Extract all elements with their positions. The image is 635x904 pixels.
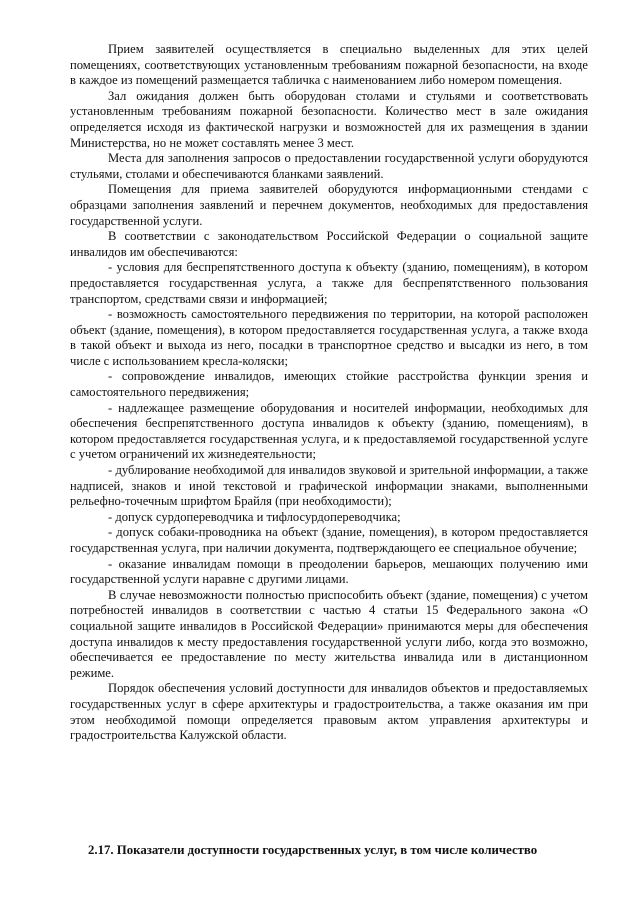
section-heading: 2.17. Показатели доступности государственных услуг, в том числе количество [88,843,538,857]
list-item-escort: - сопровождение инвалидов, имеющих стойкие расстройства функции зрения и самостоятельного передвижения; [70,369,588,400]
list-item-guide-dog: - допуск собаки-проводника на объект (здание, помещения), в котором предоставляется государственная услуга, при наличии документа, подтверждающего ее специальное обучение; [70,525,588,555]
paragraph-accessibility-procedure: Порядок обеспечения условий доступности для инвалидов объектов и предоставляемых государственных услуг в сфере архитектуры и градостроительства, а также оказания им при этом необходимой помощи определяется правовым актом управления архитектуры и градостроительства Калужской области. [70,681,588,743]
paragraph-request-filling-places: Места для заполнения запросов о предоставлении государственной услуги оборудуются стульями, столами и обеспечиваются бланками заявлений. [70,151,588,181]
paragraph-disabled-protection-intro: В соответствии с законодательством Российской Федерации о социальной защите инвалидов им обеспечиваются: [70,229,588,259]
paragraph-adaptation-impossible: В случае невозможности полностью приспособить объект (здание, помещения) с учетом потребностей инвалидов в соответствии с частью 4 статьи 15 Федерального закона «О социальной защите инвалидов в Российской Федерации» принимаются меры для обеспечения доступа инвалидов к месту предоставления государственной услуги либо, когда это возможно, обеспечивается ее предоставление по месту жительства инвалида или в дистанционном режиме. [70,587,588,680]
list-item-braille-duplication: - дублирование необходимой для инвалидов звуковой и зрительной информации, а также надписей, знаков и иной текстовой и графической информации знаками, выполненными рельефно-точечным шрифтом Брайля (при необходимости); [70,463,588,509]
paragraph-information-stands: Помещения для приема заявителей оборудуются информационными стендами с образцами заполнения заявлений и перечнем документов, необходимых для предоставления государственной услуги. [70,182,588,228]
list-item-independent-movement: - возможность самостоятельного передвижения по территории, на которой расположен объект (здание, помещения), в котором предоставляется государственная услуга, а также входа в такой объект и выхода из него, посадки в транспортное средство и высадки из него, в том числе с использованием кресла-коляски; [70,307,588,368]
document-body [70,42,588,744]
paragraph-reception-premises: Прием заявителей осуществляется в специально выделенных для этих целей помещениях, соответствующих установленным требованиям пожарной безопасности, на входе в каждое из помещений размещается табличка с наименованием либо номером помещения. [70,42,588,88]
list-item-sign-interpreter: - допуск сурдопереводчика и тифлосурдопереводчика; [108,509,401,524]
list-item-equipment-placement: - надлежащее размещение оборудования и носителей информации, необходимых для обеспечения беспрепятственного доступа инвалидов к объекту (зданию, помещениям), в котором предоставляется государственная услуга, и к предоставляемой государственной услуге с учетом ограничений их жизнедеятельности; [70,400,588,462]
list-item-barrier-assistance: - оказание инвалидам помощи в преодолении барьеров, мешающих получению ими государственной услуги наравне с другими лицами. [70,556,588,587]
list-item-access-conditions: - условия для беспрепятственного доступа к объекту (зданию, помещениям), в котором предоставляется государственная услуга, а также для беспрепятственного пользования транспортом, средствами связи и информацией; [70,260,588,306]
paragraph-waiting-hall: Зал ожидания должен быть оборудован столами и стульями и соответствовать установленным требованиям пожарной безопасности. Количество мест в зале ожидания определяется исходя из фактической нагрузки и возможностей для их размещения в здании Министерства, но не может составлять менее 3 мест. [70,88,588,150]
